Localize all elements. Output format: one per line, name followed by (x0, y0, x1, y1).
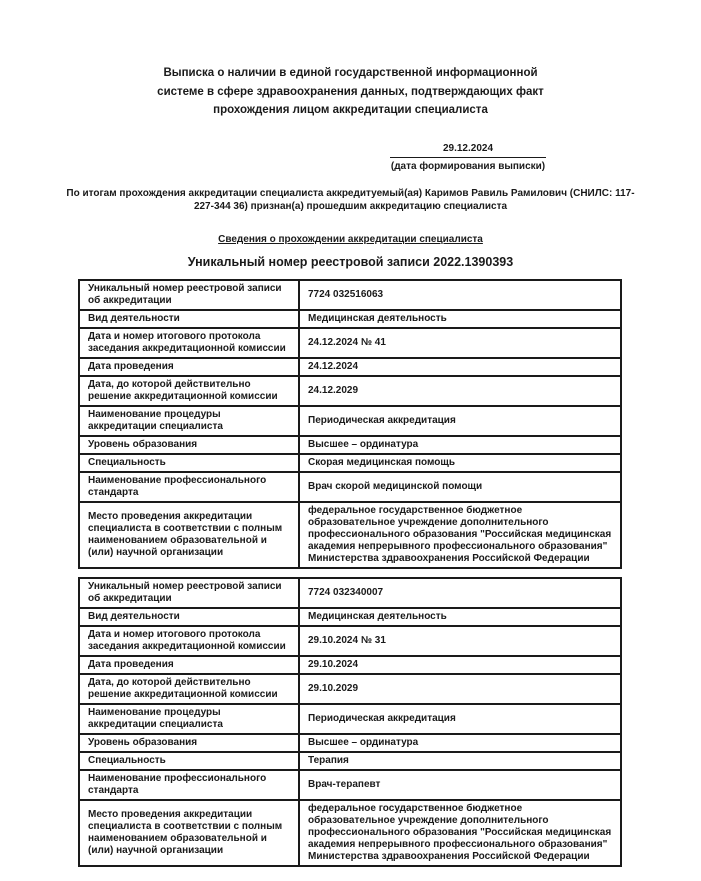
row-value-cell: Врач скорой медицинской помощи (299, 472, 621, 502)
table-row (79, 454, 621, 472)
row-label-cell: Дата, до которой действительно решение аккредитационной комиссии (79, 376, 299, 406)
table-row (79, 626, 621, 656)
table-row (79, 800, 621, 866)
row-label-cell: Уровень образования (79, 436, 299, 454)
row-value-cell: Высшее – ординатура (299, 436, 621, 454)
row-label-cell: Дата, до которой действительно решение аккредитационной комиссии (79, 674, 299, 704)
table-row (79, 436, 621, 454)
table-row (79, 502, 621, 568)
row-value-cell: 29.10.2024 № 31 (299, 626, 621, 656)
accreditation-table-2 (78, 577, 622, 867)
table-row (79, 752, 621, 770)
row-value-cell: Медицинская деятельность (299, 310, 621, 328)
table-row (79, 358, 621, 376)
row-value-cell: федеральное государственное бюджетное образовательное учреждение дополнительного профессионального образования "Российская медицинская академия непрерывного профессионального образования" Министерства здравоохранения Российской Федерации (299, 800, 621, 866)
accreditation-table-1 (78, 279, 622, 569)
row-label-cell: Вид деятельности (79, 310, 299, 328)
row-value-cell: 24.12.2024 № 41 (299, 328, 621, 358)
table-row (79, 770, 621, 800)
row-value-cell: Высшее – ординатура (299, 734, 621, 752)
registry-record-heading: Уникальный номер реестровой записи 2022.1390393 (187, 254, 514, 269)
section-heading: Сведения о прохождении аккредитации специалиста (218, 233, 483, 245)
row-value-cell: 7724 032516063 (299, 280, 621, 310)
issue-date-block (390, 142, 546, 173)
intro-paragraph: По итогам прохождения аккредитации специалиста аккредитуемый(ая) Каримов Равиль Рамилович (СНИЛС: 117-227-344 36) признан(а) прошедшим аккредитацию специалиста (66, 187, 635, 212)
row-label-cell: Уровень образования (79, 734, 299, 752)
row-value-cell: 29.10.2029 (299, 674, 621, 704)
row-value-cell: 24.12.2024 (299, 358, 621, 376)
row-label-cell: Место проведения аккредитации специалиста в соответствии с полным наименованием образовательной и (или) научной организации (79, 502, 299, 568)
row-label-cell: Дата проведения (79, 656, 299, 674)
row-value-cell: Скорая медицинская помощь (299, 454, 621, 472)
table-row (79, 704, 621, 734)
issue-date-value: 29.12.2024 (390, 142, 546, 158)
row-label-cell: Специальность (79, 454, 299, 472)
row-label-cell: Уникальный номер реестровой записи об аккредитации (79, 578, 299, 608)
table-row (79, 578, 621, 608)
row-label-cell: Уникальный номер реестровой записи об аккредитации (79, 280, 299, 310)
table-row (79, 608, 621, 626)
row-value-cell: Медицинская деятельность (299, 608, 621, 626)
row-label-cell: Дата проведения (79, 358, 299, 376)
table-row (79, 376, 621, 406)
row-label-cell: Наименование профессионального стандарта (79, 472, 299, 502)
row-value-cell: Терапия (299, 752, 621, 770)
row-label-cell: Наименование процедуры аккредитации специалиста (79, 704, 299, 734)
row-value-cell: федеральное государственное бюджетное образовательное учреждение дополнительного профессионального образования "Российская медицинская академия непрерывного профессионального образования" Министерства здравоохранения Российской Федерации (299, 502, 621, 568)
table-row (79, 310, 621, 328)
row-label-cell: Место проведения аккредитации специалиста в соответствии с полным наименованием образовательной и (или) научной организации (79, 800, 299, 866)
row-label-cell: Наименование процедуры аккредитации специалиста (79, 406, 299, 436)
row-label-cell: Специальность (79, 752, 299, 770)
table-row (79, 280, 621, 310)
row-value-cell: 24.12.2029 (299, 376, 621, 406)
table-row (79, 674, 621, 704)
row-value-cell: 7724 032340007 (299, 578, 621, 608)
issue-date-caption: (дата формирования выписки) (390, 160, 546, 172)
row-label-cell: Вид деятельности (79, 608, 299, 626)
table-row (79, 406, 621, 436)
row-value-cell: Врач-терапевт (299, 770, 621, 800)
table-row (79, 734, 621, 752)
row-label-cell: Наименование профессионального стандарта (79, 770, 299, 800)
row-label-cell: Дата и номер итогового протокола заседания аккредитационной комиссии (79, 626, 299, 656)
row-value-cell: Периодическая аккредитация (299, 406, 621, 436)
row-value-cell: 29.10.2024 (299, 656, 621, 674)
row-value-cell: Периодическая аккредитация (299, 704, 621, 734)
document-title: Выписка о наличии в единой государственной информационной системе в сфере здравоохранения данных, подтверждающих факт прохождения лицом аккредитации специалиста (157, 67, 544, 116)
table-row (79, 656, 621, 674)
table-row (79, 472, 621, 502)
row-label-cell: Дата и номер итогового протокола заседания аккредитационной комиссии (79, 328, 299, 358)
table-row (79, 328, 621, 358)
